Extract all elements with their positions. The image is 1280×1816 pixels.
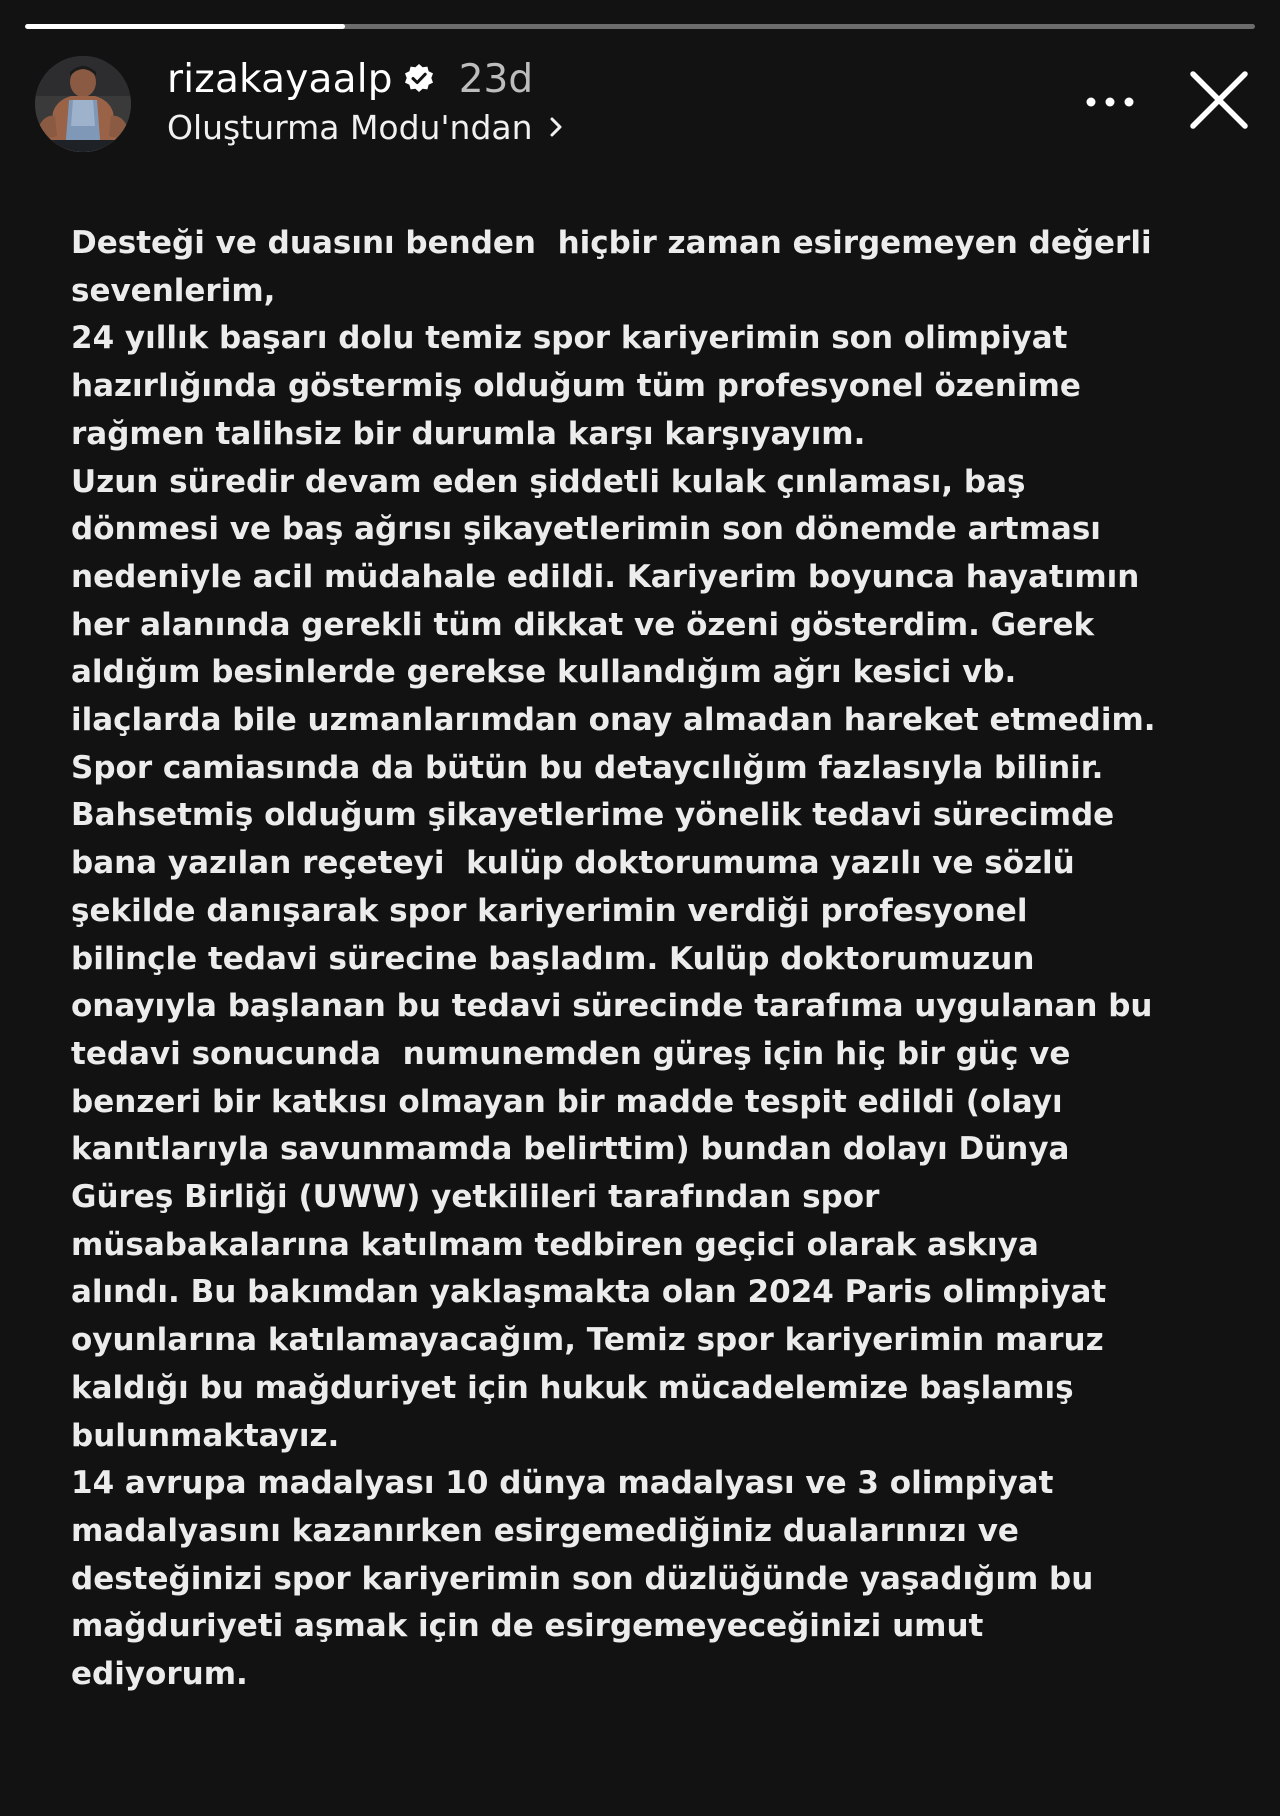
story-text-line: benzeri bir katkısı olmayan bir madde tespit edildi (olayı	[71, 1083, 1063, 1120]
story-text-line: mağduriyeti aşmak için de esirgemeyeceğinizi umut	[71, 1608, 984, 1645]
story-text-line: kanıtlarıyla savunmamda belirttim) bundan dolayı Dünya	[71, 1131, 1070, 1168]
story-text-line: madalyasını kazanırken esirgemediğiniz dualarınızı ve	[71, 1512, 1019, 1549]
post-time: 23d	[458, 56, 534, 102]
story-text-line: müsabakalarına katılmam tedbiren geçici olarak askıya	[71, 1226, 1039, 1263]
creation-mode-label: Oluşturma Modu'ndan	[167, 107, 533, 147]
story-text-line: desteğinizi spor kariyerimin son düzlüğünde yaşadığım bu	[71, 1560, 1094, 1597]
story-text-line: ilaçlarda bile uzmanlarımdan onay almadan hareket etmedim.	[71, 702, 1156, 739]
story-text-line: kaldığı bu mağduriyet için hukuk mücadelemize başlamış	[71, 1369, 1074, 1406]
story-text-line: rağmen talihsiz bir durumla karşı karşıyayım.	[71, 415, 866, 452]
story-text-line: şekilde danışarak spor kariyerimin verdiği profesyonel	[71, 892, 1028, 929]
story-text-line: Uzun süredir devam eden şiddetli kulak çınlaması, baş	[71, 463, 1026, 500]
story-text-line: ediyorum.	[71, 1656, 248, 1693]
story-text-line: oyunlarına katılamayacağım, Temiz spor kariyerimin maruz	[71, 1322, 1104, 1359]
close-icon	[1183, 64, 1255, 136]
story-text-line: Bahsetmiş olduğum şikayetlerime yönelik tedavi sürecimde	[71, 797, 1115, 834]
story-text-body	[71, 220, 1221, 1699]
story-text-line: 24 yıllık başarı dolu temiz spor kariyerimin son olimpiyat	[71, 320, 1068, 357]
verified-badge-icon	[403, 63, 435, 95]
story-text-line: Desteği ve duasını benden hiçbir zaman esirgemeyen değerli	[71, 225, 1152, 261]
story-progress-bar	[25, 24, 1255, 29]
avatar-image	[35, 56, 131, 152]
more-horizontal-icon	[1085, 96, 1135, 108]
story-text-line: nedeniyle acil müdahale edildi. Kariyerim boyunca hayatımın	[71, 558, 1140, 595]
chevron-right-icon	[547, 115, 565, 139]
story-text-line: onayıyla başlanan bu tedavi sürecinde tarafıma uygulanan bu	[71, 988, 1153, 1025]
more-options-button[interactable]	[1075, 82, 1145, 122]
story-text-line: her alanında gerekli tüm dikkat ve özeni gösterdim. Gerek	[71, 606, 1095, 643]
story-text-line: aldığım besinlerde gerekse kullandığım ağrı kesici vb.	[71, 654, 1017, 691]
story-text-line: bulunmaktayız.	[71, 1417, 340, 1454]
story-text-line: hazırlığında göstermiş olduğum tüm profesyonel özenime	[71, 368, 1081, 405]
avatar[interactable]	[35, 56, 131, 152]
story-progress-fill	[25, 24, 345, 29]
story-text-line: bilinçle tedavi sürecine başladım. Kulüp doktorumuzun	[71, 940, 1035, 977]
story-text-line: Güreş Birliği (UWW) yetkilileri tarafından spor	[71, 1179, 880, 1216]
story-text-line: dönmesi ve baş ağrısı şikayetlerimin son dönemde artması	[71, 511, 1101, 548]
story-text-line: bana yazılan reçeteyi kulüp doktorumuma yazılı ve sözlü	[71, 845, 1075, 882]
creation-mode-link[interactable]	[167, 104, 565, 150]
story-text-line: alındı. Bu bakımdan yaklaşmakta olan 2024 Paris olimpiyat	[71, 1274, 1107, 1311]
username[interactable]: rizakayaalp	[167, 56, 393, 102]
story-header	[35, 52, 1255, 156]
story-text-line: 14 avrupa madalyası 10 dünya madalyası ve 3 olimpiyat	[71, 1465, 1054, 1502]
close-button[interactable]	[1183, 64, 1255, 136]
story-text-line: Spor camiasında da bütün bu detaycılığım fazlasıyla bilinir.	[71, 749, 1104, 786]
story-text-line: tedavi sonucunda numunemden güreş için hiç bir güç ve	[71, 1035, 1071, 1072]
story-text-line: sevenlerim,	[71, 272, 276, 309]
